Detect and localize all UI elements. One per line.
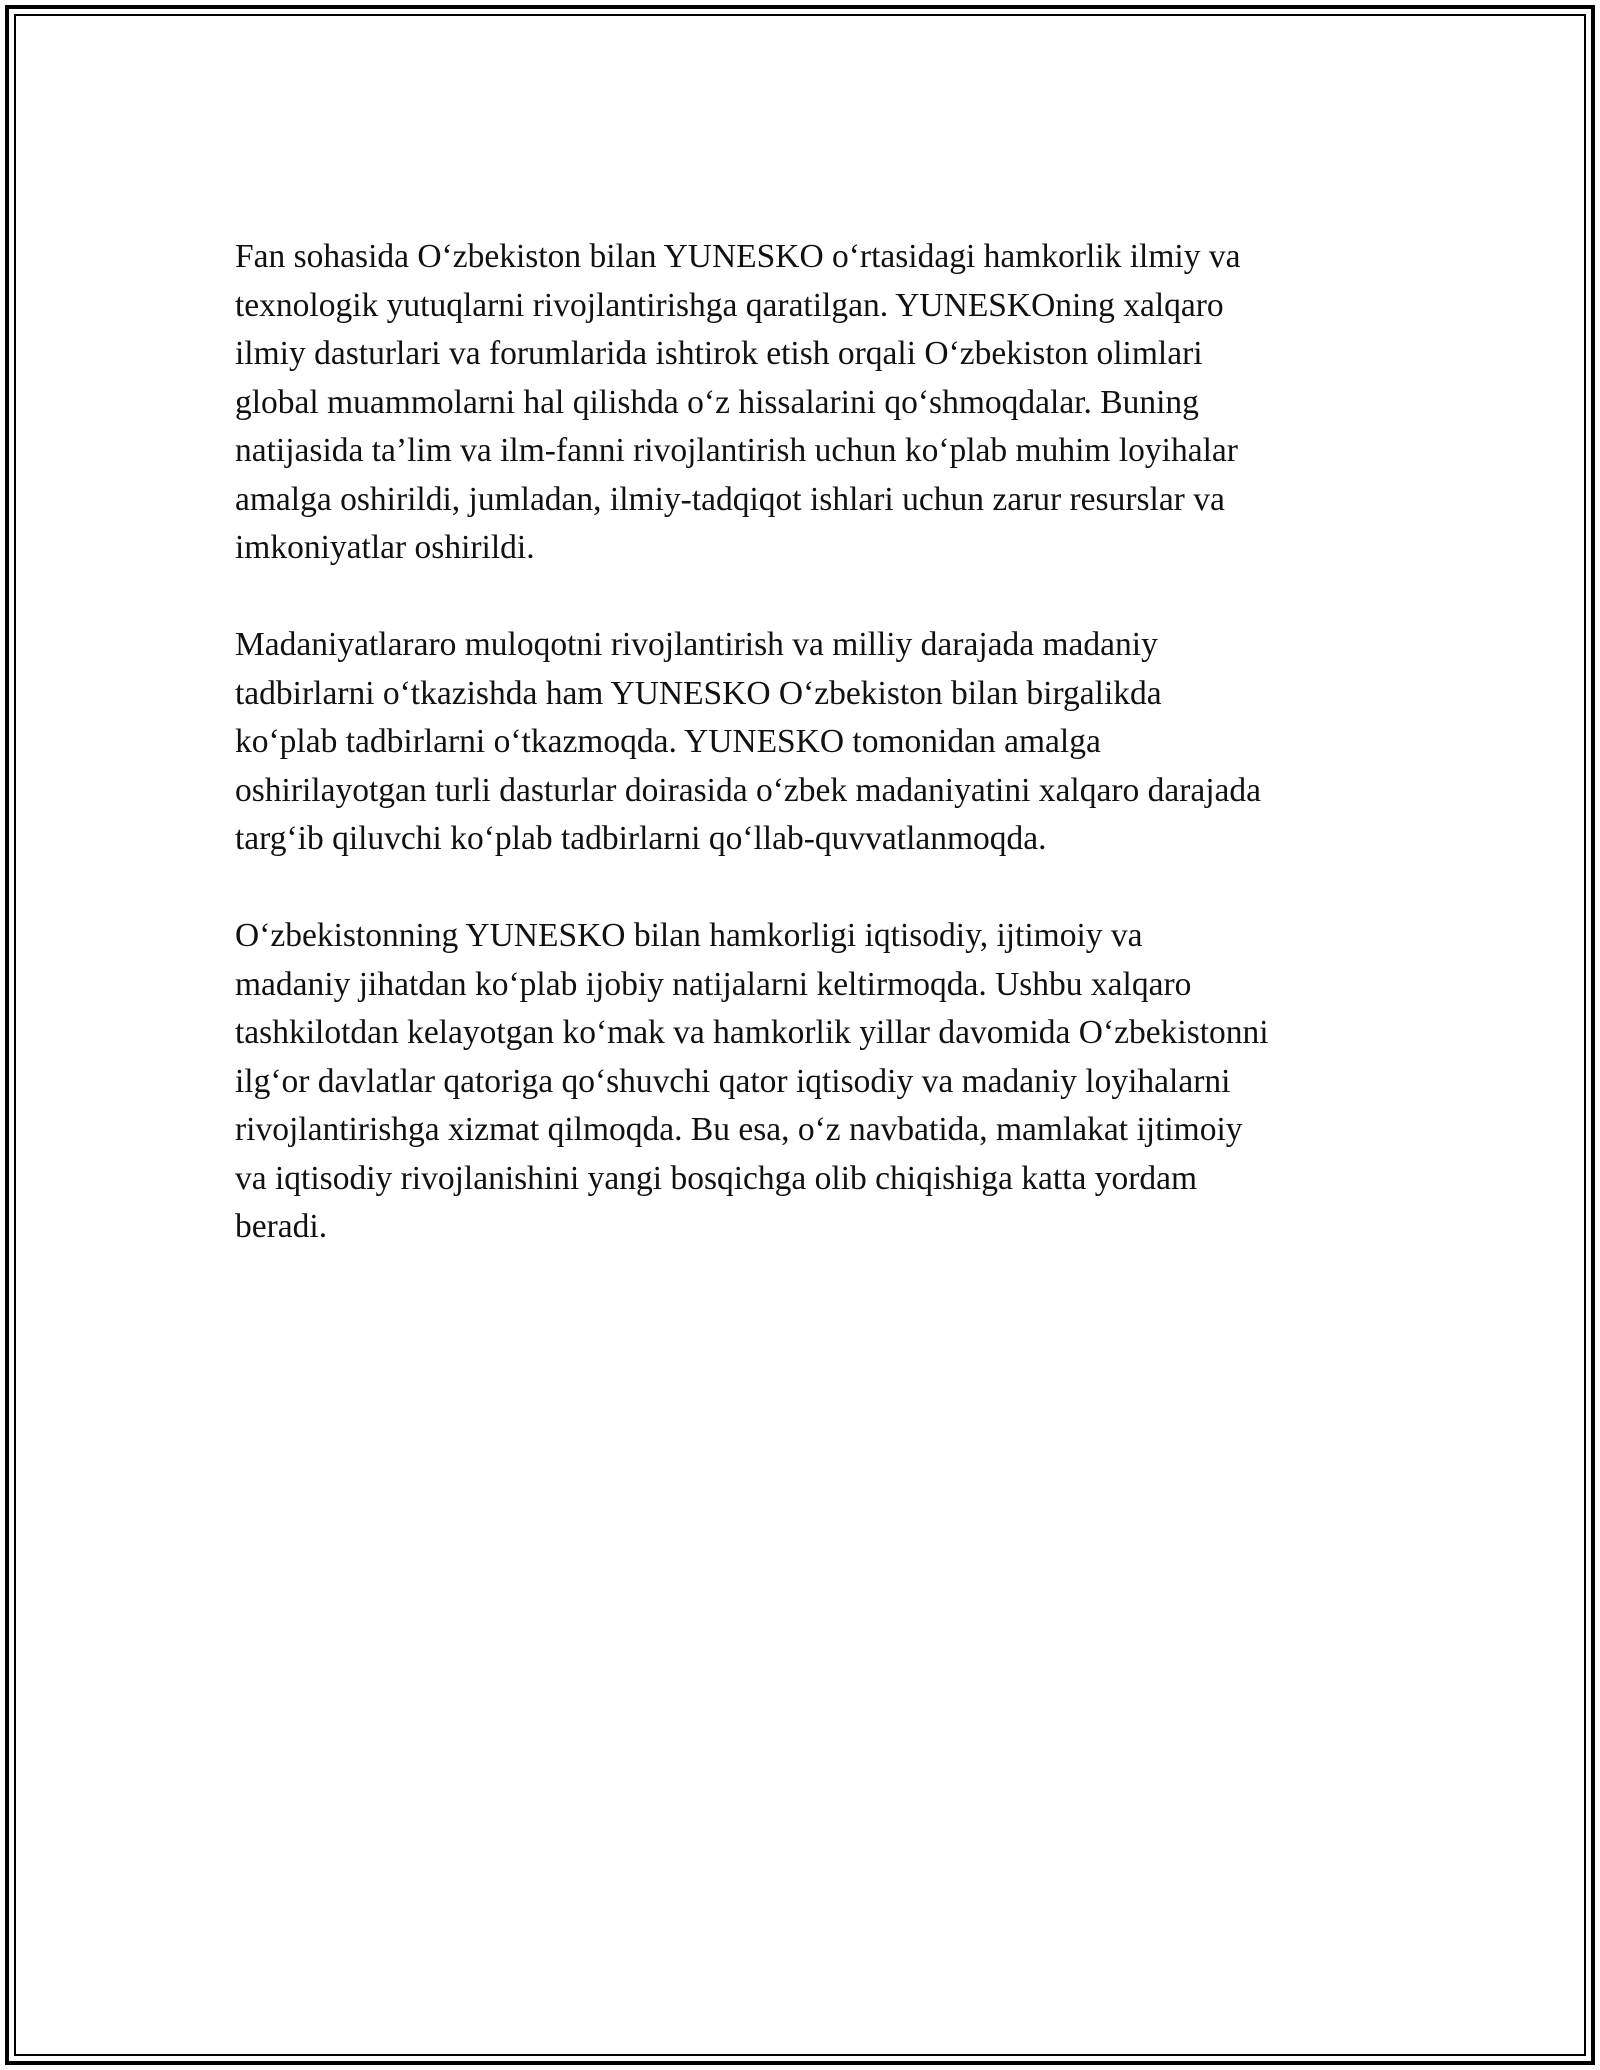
text-line: Madaniyatlararo muloqotni rivojlantirish va milliy darajada madaniy (235, 626, 1158, 663)
text-line: oshirilayotgan turli dasturlar doirasida o‘zbek madaniyatini xalqaro darajada (235, 771, 1262, 809)
text-line: imkoniyatlar oshirildi. (235, 529, 535, 566)
paragraph-cooperation-results (235, 912, 1380, 1252)
text-line: amalga oshirildi, jumladan, ilmiy-tadqiqot ishlari uchun zarur resurslar va (235, 480, 1225, 518)
text-line: rivojlantirishga xizmat qilmoqda. Bu esa, o‘z navbatida, mamlakat ijtimoiy (235, 1111, 1243, 1148)
text-line: Fan sohasida O‘zbekiston bilan YUNESKO o‘rtasidagi hamkorlik ilmiy va (235, 238, 1241, 275)
text-line: va iqtisodiy rivojlanishini yangi bosqichga olib chiqishiga katta yordam (235, 1159, 1198, 1197)
text-line: targ‘ib qiluvchi ko‘plab tadbirlarni qo‘llab-quvvatlanmoqda. (235, 820, 1047, 857)
paragraph-science (235, 233, 1380, 573)
text-line: madaniy jihatdan ko‘plab ijobiy natijalarni keltirmoqda. Ushbu xalqaro (235, 965, 1192, 1003)
text-line: ko‘plab tadbirlarni o‘tkazmoqda. YUNESKO tomonidan amalga (235, 723, 1101, 760)
text-line: global muammolarni hal qilishda o‘z hissalarini qo‘shmoqdalar. Buning (235, 383, 1199, 421)
text-line: tashkilotdan kelayotgan ko‘mak va hamkorlik yillar davomida O‘zbekistonni (235, 1014, 1269, 1051)
text-line: tadbirlarni o‘tkazishda ham YUNESKO O‘zbekiston bilan birgalikda (235, 674, 1162, 712)
text-line: natijasida ta’lim va ilm-fanni rivojlantirish uchun ko‘plab muhim loyihalar (235, 432, 1238, 469)
text-line: ilg‘or davlatlar qatoriga qo‘shuvchi qator iqtisodiy va madaniy loyihalarni (235, 1062, 1231, 1100)
document-body (235, 233, 1380, 1252)
text-line: ilmiy dasturlari va forumlarida ishtirok etish orqali O‘zbekiston olimlari (235, 335, 1203, 372)
text-line: O‘zbekistonning YUNESKO bilan hamkorligi iqtisodiy, ijtimoiy va (235, 917, 1143, 954)
text-line: beradi. (235, 1208, 328, 1245)
text-line: texnologik yutuqlarni rivojlantirishga qaratilgan. YUNESKOning xalqaro (235, 286, 1224, 324)
paragraph-culture (235, 621, 1380, 864)
